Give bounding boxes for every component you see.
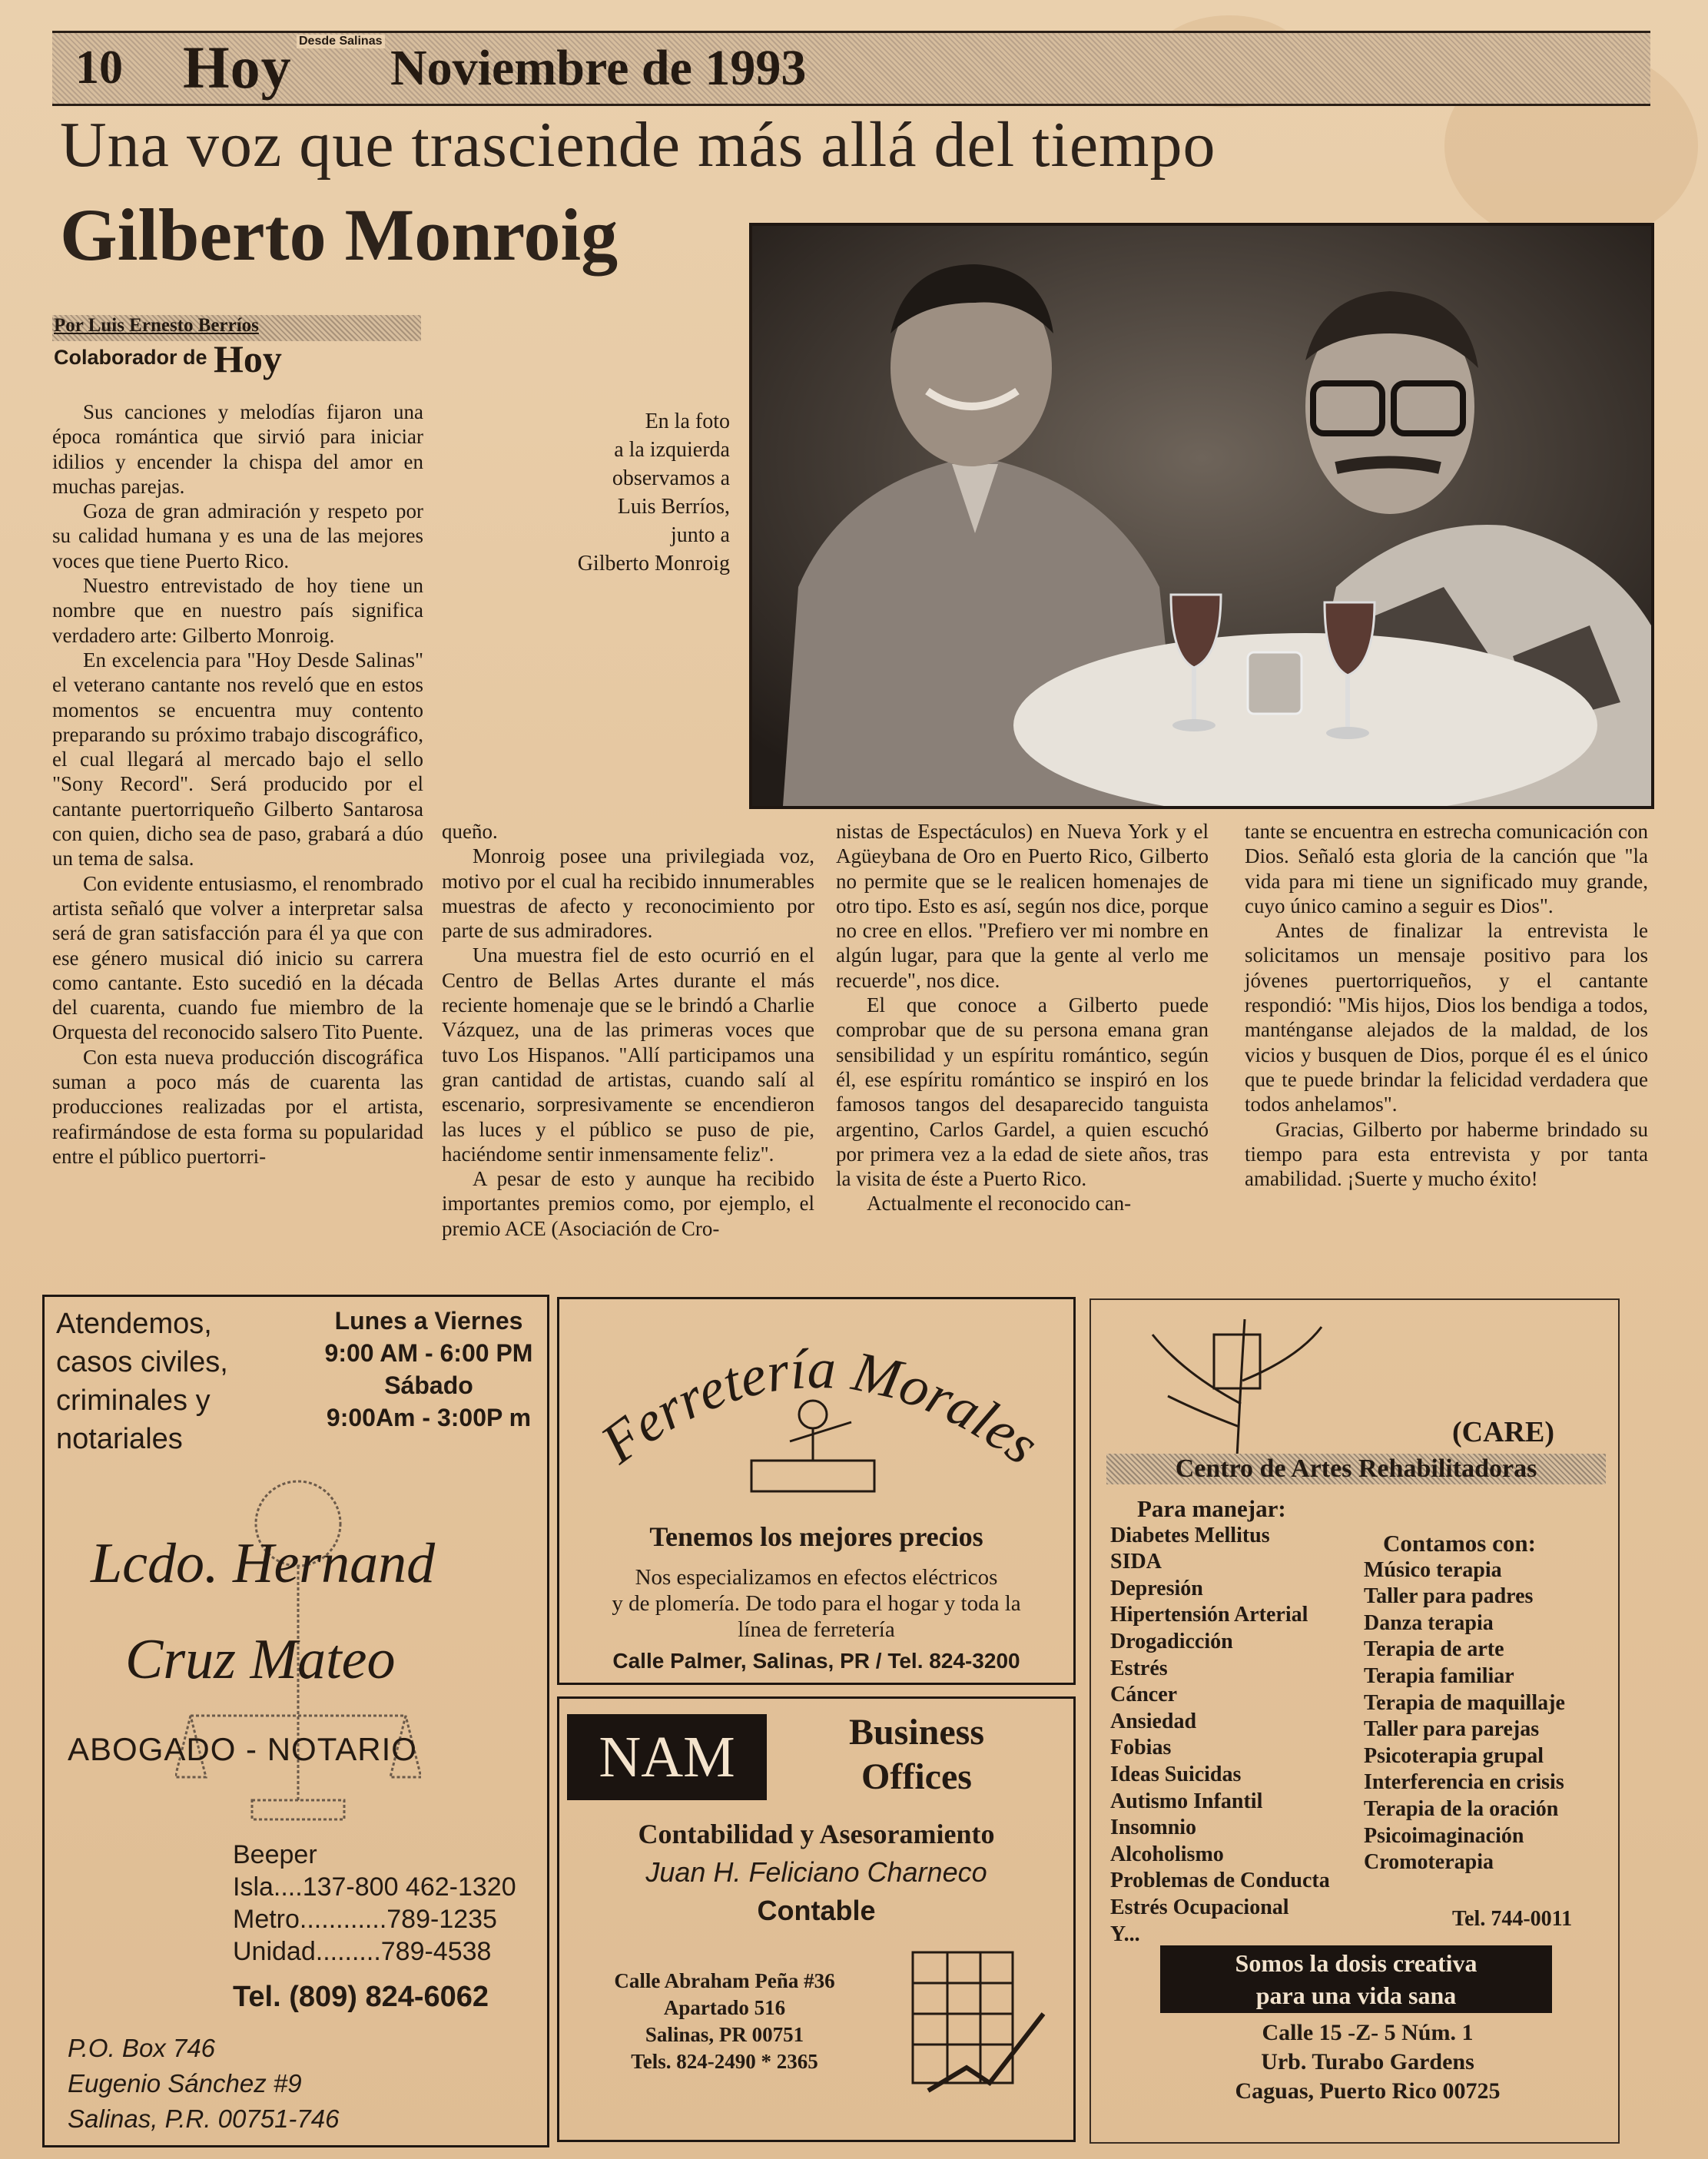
paragraph: Con esta nueva producción discográfica suman a poco más de cuarenta las producciones realizadas por el artista, reafirmándose de esta forma su popularidad entre el público puertorri- (52, 1045, 423, 1168)
list-item: Ansiedad (1110, 1709, 1197, 1733)
plant-icon (1137, 1312, 1337, 1458)
hoy-logo: Hoy (183, 34, 292, 101)
nam-business-offices (790, 1710, 1043, 1799)
paragraph: Monroig posee una privilegiada voz, motivo por el cual ha recibido innumerables muestras de afecto y reconocimiento por parte de sus admiradores. (442, 844, 814, 943)
slogan-line: para una vida sana (1255, 1982, 1457, 2009)
nam-person: Juan H. Feliciano Charneco (645, 1856, 987, 1888)
care-slogan (1160, 1945, 1552, 2013)
masthead (52, 31, 1650, 106)
spreadsheet-chart-icon (897, 1937, 1059, 2114)
service-line: criminales y (56, 1385, 211, 1417)
address-line: Calle Abraham Peña #36 (614, 1969, 835, 1992)
biz-line: Business (848, 1712, 985, 1753)
list-item: Ideas Suicidas (1110, 1762, 1242, 1786)
list-item: Psicoimaginación (1364, 1823, 1524, 1848)
beeper-label: Beeper (233, 1840, 317, 1869)
ad-nam (557, 1696, 1076, 2142)
slogan-line: Somos la dosis creativa (1235, 1949, 1478, 1977)
caption-line: observamos a (612, 466, 730, 490)
nam-service: Contabilidad y Asesoramiento (638, 1819, 995, 1849)
desc-line: y de plomería. De todo para el hogar y toda la (612, 1591, 1021, 1616)
byline-role: Colaborador de (54, 346, 207, 369)
care-manage-list (1110, 1496, 1387, 1948)
paragraph: Una muestra fiel de esto ocurrió en el Centro de Bellas Artes durante el más reciente homenaje que se le brindó a Charlie Vázquez, una de las primeras voces que tuvo Los Hispanos. "Allí participamos una gran cantidad de artistas, cuando salí al escenario, sorpresivamente se encendieron las luces y el público se puso de pie, haciéndome sentir inmensamente feliz". (442, 944, 814, 1166)
list-item: Interferencia en crisis (1364, 1770, 1564, 1795)
list-item: Danza terapia (1364, 1610, 1494, 1635)
service-line: notariales (56, 1423, 183, 1455)
ad-ferreteria (557, 1297, 1076, 1685)
byline: Por Luis Ernesto Berríos (54, 315, 259, 336)
article-column-4 (1245, 819, 1648, 1191)
ferreteria-address: Calle Palmer, Salinas, PR / Tel. 824-3200 (612, 1649, 1020, 1673)
list-item: Y... (1110, 1922, 1140, 1946)
desc-line: línea de ferretería (738, 1617, 895, 1642)
paragraph: Antes de finalizar la entrevista le solicitamos un mensaje positivo para los jóvenes puertorriqueños, y el cantante respondió: "Mis hijos, Dios los bendiga a todos, manténganse alejados de la maldad, de los vicios y busquen de Dios, porque él es el único que te puede brindar la felicidad verdadera que todos anhelamos". (1245, 919, 1648, 1116)
nam-logo: NAM (567, 1714, 767, 1800)
nam-role: Contable (757, 1895, 876, 1926)
list-item: Estrés Ocupacional (1110, 1895, 1289, 1919)
caption-line: En la foto (645, 410, 730, 433)
care-address (1137, 2018, 1598, 2106)
law-tel: Tel. (809) 824-6062 (233, 1981, 489, 2013)
list-item: Problemas de Conducta (1110, 1869, 1330, 1893)
paragraph: Con evidente entusiasmo, el renombrado artista señaló que volver a interpretar salsa será de gran satisfacción para él ya que con ese género musical dió inicio su carrera como cantante. Esto sucedió en la década del cuarenta, cuando fue miembro de la Orquesta del reconocido salsero Tito Puente. (52, 871, 423, 1044)
lawyer-title: ABOGADO - NOTARIO (68, 1731, 417, 1767)
list-item: Drogadicción (1110, 1629, 1233, 1653)
law-hours (313, 1305, 544, 1434)
list-item: Diabetes Mellitus (1110, 1523, 1270, 1547)
list-item: Terapia de maquillaje (1364, 1690, 1565, 1715)
list-item: Músico terapia (1364, 1557, 1502, 1582)
list-heading: Contamos con: (1383, 1530, 1536, 1557)
ad-lawyer (42, 1295, 549, 2147)
paragraph: A pesar de esto y aunque ha recibido importantes premios como, por ejemplo, el premio ACE (Asociación de Cro- (442, 1167, 814, 1240)
address-line: Urb. Turabo Gardens (1261, 2049, 1474, 2074)
lawyer-name-line2: Cruz Mateo (125, 1628, 396, 1691)
paragraph: Goza de gran admiración y respeto por su calidad humana y es una de las mejores voces que tiene Puerto Rico. (52, 499, 423, 572)
phone-line: Isla....137-800 462-1320 (233, 1872, 516, 1902)
subhead: Gilberto Monroig (60, 194, 619, 276)
hours-line: Lunes a Viernes (334, 1307, 523, 1335)
list-item: Autismo Infantil (1110, 1789, 1263, 1813)
paragraph: nistas de Espectáculos) en Nueva York y el Agüeybana de Oro en Puerto Rico, Gilberto no permite que se le realicen homenajes de otro tipo. Esto es así, según nos dice, porque no cree en ellos. "Prefiero ver mi nombre en algún lugar, para que la gente al verlo me recuerde", nos dice. (836, 820, 1209, 992)
hours-line: 9:00 AM - 6:00 PM (324, 1339, 533, 1367)
paragraph: Sus canciones y melodías fijaron una época romántica que sirvió para iniciar idilios y encender la chispa del amor en muchas parejas. (52, 400, 423, 498)
care-name: Centro de Artes Rehabilitadoras (1175, 1454, 1537, 1483)
paragraph: Gracias, Gilberto por haberme brindado su tiempo para esta entrevista y por tanta amabilidad. ¡Suerte y mucho éxito! (1245, 1117, 1648, 1191)
paragraph: En excelencia para "Hoy Desde Salinas" el veterano cantante nos reveló que en estos momentos se encuentra muy contento preparando su próximo trabajo discográfico, el cual llegará al mercado bajo el sello "Sony Record". Será producido por el cantante puertorriqueño Gilberto Santarosa con quien, dicho sea de paso, grabará a dúo un tema de salsa. (52, 648, 423, 871)
address-line: Tels. 824-2490 * 2365 (631, 2050, 818, 2073)
service-line: casos civiles, (56, 1346, 228, 1378)
worker-icon (751, 1401, 874, 1491)
list-item: Fobias (1110, 1736, 1172, 1760)
nam-address (571, 1968, 878, 2075)
list-item: Terapia familiar (1364, 1663, 1514, 1688)
address-line: Calle 15 -Z- 5 Núm. 1 (1262, 2020, 1474, 2045)
hoy-logo-sub: Desde Salinas (297, 35, 385, 48)
list-item: Terapia de la oración (1364, 1796, 1559, 1821)
hours-line: Sábado (384, 1371, 473, 1399)
ad-care (1089, 1298, 1620, 2144)
address-line: Salinas, P.R. 00751-746 (68, 2104, 340, 2133)
ferreteria-arched-title (559, 1299, 1078, 1499)
article-photo (749, 223, 1654, 809)
caption-line: Luis Berríos, (617, 495, 730, 519)
list-item: Taller para parejas (1364, 1717, 1540, 1742)
list-item: Estrés (1110, 1656, 1168, 1680)
caption-line: Gilberto Monroig (577, 552, 730, 575)
phone-line: Metro............789-1235 (233, 1905, 497, 1934)
list-item: Hipertensión Arterial (1110, 1603, 1308, 1627)
care-tag: (CARE) (1452, 1416, 1554, 1448)
address-line: Caguas, Puerto Rico 00725 (1235, 2078, 1501, 2104)
phone-line: Unidad.........789-4538 (233, 1937, 492, 1966)
byline-hoy-logo: Hoy (214, 337, 282, 380)
list-item: Cáncer (1110, 1683, 1178, 1707)
article-column-2 (442, 819, 814, 1241)
lawyer-name-line1: Lcdo. Hernand (91, 1532, 436, 1595)
page-number: 10 (75, 41, 123, 94)
list-item: Depresión (1110, 1576, 1203, 1600)
law-services (56, 1305, 287, 1458)
caption-line: junto a (671, 523, 730, 547)
address-line: Apartado 516 (663, 1996, 786, 2019)
paragraph: Nuestro entrevistado de hoy tiene un nombre que en nuestro país significa verdadero arte: Gilberto Monroig. (52, 574, 423, 647)
law-phones (233, 1839, 516, 1968)
service-line: Atendemos, (56, 1308, 212, 1340)
ferreteria-desc (559, 1564, 1073, 1643)
ferreteria-name: Ferretería Morales (589, 1337, 1050, 1477)
list-item: Insomnio (1110, 1816, 1197, 1840)
desc-line: Nos especializamos en efectos eléctricos (635, 1565, 998, 1590)
address-line: P.O. Box 746 (68, 2034, 216, 2062)
list-item: Cromoterapia (1364, 1850, 1494, 1875)
list-item: Alcoholismo (1110, 1842, 1224, 1866)
article-column-1 (52, 400, 423, 1169)
hours-line: 9:00Am - 3:00P m (326, 1404, 532, 1431)
caption-line: a la izquierda (614, 438, 730, 462)
issue-date: Noviembre de 1993 (390, 40, 807, 96)
ferreteria-tagline: Tenemos los mejores precios (649, 1521, 983, 1552)
list-item: Terapia de arte (1364, 1637, 1504, 1662)
address-line: Salinas, PR 00751 (645, 2023, 804, 2046)
photo-caption (530, 407, 730, 578)
photo-illustration (752, 226, 1651, 806)
law-address (68, 2031, 339, 2137)
care-tel: Tel. 744-0011 (1452, 1907, 1573, 1931)
headline: Una voz que trasciende más allá del tiempo (60, 109, 1216, 181)
list-item: Taller para padres (1364, 1584, 1534, 1609)
paragraph: El que conoce a Gilberto puede comprobar que de su persona emana gran sensibilidad y un espíritu romántico, según él, ese espíritu romántico se inspiró en los famosos tangos del desaparecido tanguista argentino, Carlos Gardel, a quien escuchó por primera vez a la edad de siete años, tras la visita de éste a Puerto Rico. (836, 993, 1209, 1191)
list-heading: Para manejar: (1137, 1495, 1286, 1522)
paragraph: Actualmente el reconocido can- (867, 1192, 1132, 1215)
biz-line: Offices (861, 1756, 972, 1797)
care-services-list (1364, 1531, 1617, 1876)
svg-text:Ferretería Morales (589, 1338, 1050, 1477)
list-item: SIDA (1110, 1550, 1162, 1574)
article-column-3 (836, 819, 1209, 1216)
paragraph: queño. (442, 820, 498, 843)
paragraph: tante se encuentra en estrecha comunicación con Dios. Señaló esta gloria de la canción que "la vida para mi tiene un significado muy grande, cuyo único camino a seguir es Dios". (1245, 820, 1648, 917)
address-line: Eugenio Sánchez #9 (68, 2069, 302, 2098)
list-item: Psicoterapia grupal (1364, 1743, 1544, 1768)
